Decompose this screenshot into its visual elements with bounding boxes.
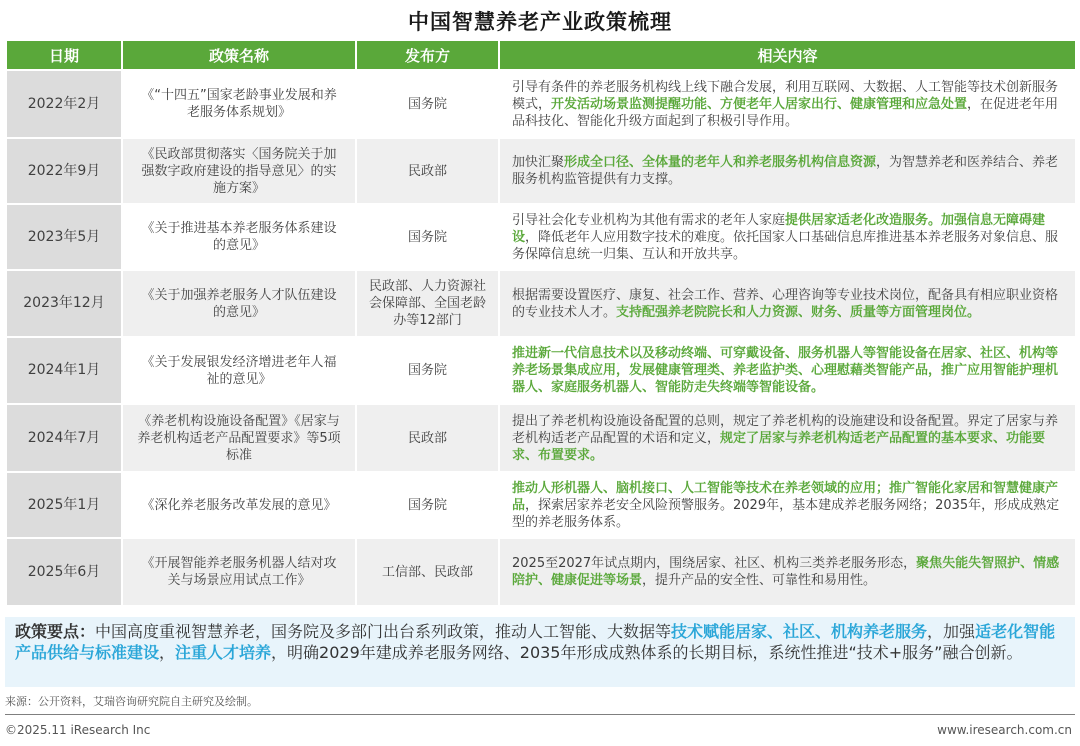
summary-label: 政策要点： xyxy=(15,622,96,641)
content-text: ，提升产品的安全性、可靠性和易用性。 xyxy=(642,573,877,588)
highlighted-text: 提供居家适老化改造服务。加强信息无障碍建设 xyxy=(512,212,1046,245)
summary-text: ， xyxy=(159,643,176,662)
highlighted-text: 聚焦失能失智照护、情感陪护、健康促进等场景 xyxy=(512,556,1060,588)
policy-issuer: 民政部 xyxy=(357,139,498,203)
policy-issuer: 国务院 xyxy=(357,71,498,137)
policy-issuer: 国务院 xyxy=(357,473,498,537)
copyright: ©2025.11 iResearch Inc xyxy=(5,723,151,737)
summary-text: ，明确2029年建成养老服务网络、2035年形成成熟体系的长期目标，系统性推进“技术+服务”融合创新。 xyxy=(271,643,1023,662)
policy-issuer: 工信部、民政部 xyxy=(357,539,498,605)
policy-name: 《民政部贯彻落实〈国务院关于加强数字政府建设的指导意见〉的实施方案》 xyxy=(123,139,355,203)
column-header-policy-name: 政策名称 xyxy=(123,41,355,69)
policy-issuer: 民政部 xyxy=(357,405,498,471)
summary-emphasis: 适老化智能产品供给与标准建设 xyxy=(15,622,1056,662)
content-text: 引导社会化专业机构为其他有需求的老年人家庭 xyxy=(512,212,786,228)
table-row xyxy=(7,473,1075,537)
table-row xyxy=(7,139,1075,203)
content-text: 2025至2027年试点期内，围绕居家、社区、机构三类养老服务形态， xyxy=(512,556,917,571)
policy-name: 《开展智能养老服务机器人结对攻关与场景应用试点工作》 xyxy=(123,539,355,605)
policy-content xyxy=(500,473,1075,537)
policy-name: 《关于推进基本养老服务体系建设的意见》 xyxy=(123,205,355,269)
summary-emphasis: 技术赋能居家、社区、机构养老服务 xyxy=(671,622,928,641)
content-text: 引导有条件的养老服务机构线上线下融合发展，利用互联网、大数据、人工智能等技术创新服务模式， xyxy=(512,79,1059,112)
policy-date: 2024年1月 xyxy=(7,338,121,403)
policy-date: 2025年1月 xyxy=(7,473,121,537)
page-title: 中国智慧养老产业政策梳理 xyxy=(408,10,672,34)
policy-date: 2023年12月 xyxy=(7,271,121,336)
source-note: 来源：公开资料，艾瑞咨询研究院自主研究及绘制。 xyxy=(5,695,258,708)
policy-date: 2025年6月 xyxy=(7,539,121,605)
footer-divider xyxy=(5,714,1075,715)
summary-emphasis: 注重人才培养 xyxy=(175,643,272,662)
highlighted-text: 推动人形机器人、脑机接口、人工智能等技术在养老领域的应用；推广智能化家居和智慧健康产品 xyxy=(512,480,1059,513)
policy-date: 2024年7月 xyxy=(7,405,121,471)
policy-name: 《养老机构设施设备配置》《居家与养老机构适老产品配置要求》等5项标准 xyxy=(123,405,355,471)
policy-date: 2022年9月 xyxy=(7,139,121,203)
content-text: 提出了养老机构设施设备配置的总则，规定了养老机构的设施建设和设备配置。界定了居家与养老机构适老产品配置的术语和定义， xyxy=(512,413,1059,446)
policy-content xyxy=(500,539,1075,605)
policy-name: 《关于发展银发经济增进老年人福祉的意见》 xyxy=(123,338,355,403)
policy-table xyxy=(5,39,1077,607)
highlighted-text: 形成全口径、全体量的老年人和养老服务机构信息资源 xyxy=(564,155,877,170)
content-text: ，降低老年人应用数字技术的难度。依托国家人口基础信息库推进基本养老服务对象信息、服务保障信息统一归集、互认和开放共享。 xyxy=(512,229,1059,262)
policy-content xyxy=(500,271,1075,336)
table-header-row xyxy=(7,41,1075,69)
table-row xyxy=(7,271,1075,336)
highlighted-text: 推进新一代信息技术以及移动终端、可穿戴设备、服务机器人等智能设备在居家、社区、机构等养老场景集成应用，发展健康管理类、养老监护类、心理慰藉类智能产品，推广应用智能护理机器人、家庭服务机器人、智能防走失终端等智能设备。 xyxy=(512,346,1059,395)
policy-content xyxy=(500,205,1075,269)
policy-date: 2022年2月 xyxy=(7,71,121,137)
summary-text: 中国高度重视智慧养老，国务院及多部门出台系列政策，推动人工智能、大数据等 xyxy=(95,622,672,641)
policy-content xyxy=(500,405,1075,471)
table-row xyxy=(7,405,1075,471)
policy-name: 《“十四五”国家老龄事业发展和养老服务体系规划》 xyxy=(123,71,355,137)
content-text: 加快汇聚 xyxy=(512,155,565,170)
column-header-issuer: 发布方 xyxy=(357,41,498,69)
highlighted-text: 规定了居家与养老机构适老产品配置的基本要求、功能要求、布置要求。 xyxy=(512,430,1046,463)
website-link[interactable]: www.iresearch.com.cn xyxy=(937,723,1072,737)
table-row xyxy=(7,539,1075,605)
table-row xyxy=(7,338,1075,403)
summary-text: ，加强 xyxy=(927,622,976,641)
policy-issuer: 国务院 xyxy=(357,205,498,269)
policy-date: 2023年5月 xyxy=(7,205,121,269)
content-text: ，在促进老年用品科技化、智能化升级方面起到了积极引导作用。 xyxy=(512,96,1059,129)
highlighted-text: 支持配强养老院院长和人力资源、财务、质量等方面管理岗位。 xyxy=(616,304,981,320)
column-header-content: 相关内容 xyxy=(500,41,1075,69)
policy-name: 《深化养老服务改革发展的意见》 xyxy=(123,473,355,537)
policy-content xyxy=(500,139,1075,203)
content-text: ，为智慧养老和医养结合、养老服务机构监管提供有力支撑。 xyxy=(512,155,1059,187)
table-row xyxy=(7,71,1075,137)
policy-content xyxy=(500,338,1075,403)
content-text: ，探索居家养老安全风险预警服务。2029年，基本建成养老服务网络；2035年，形成成熟定型的养老服务体系。 xyxy=(512,497,1060,530)
policy-summary xyxy=(5,617,1075,687)
highlighted-text: 开发活动场景监测提醒功能、方便老年人居家出行、健康管理和应急处置 xyxy=(551,96,968,112)
policy-issuer: 民政部、人力资源社会保障部、全国老龄办等12部门 xyxy=(357,271,498,336)
content-text: 根据需要设置医疗、康复、社会工作、营养、心理咨询等专业技术岗位，配备具有相应职业资格的专业技术人才。 xyxy=(512,287,1059,320)
policy-issuer: 国务院 xyxy=(357,338,498,403)
column-header-date: 日期 xyxy=(7,41,121,69)
table-row xyxy=(7,205,1075,269)
policy-name: 《关于加强养老服务人才队伍建设的意见》 xyxy=(123,271,355,336)
policy-content xyxy=(500,71,1075,137)
